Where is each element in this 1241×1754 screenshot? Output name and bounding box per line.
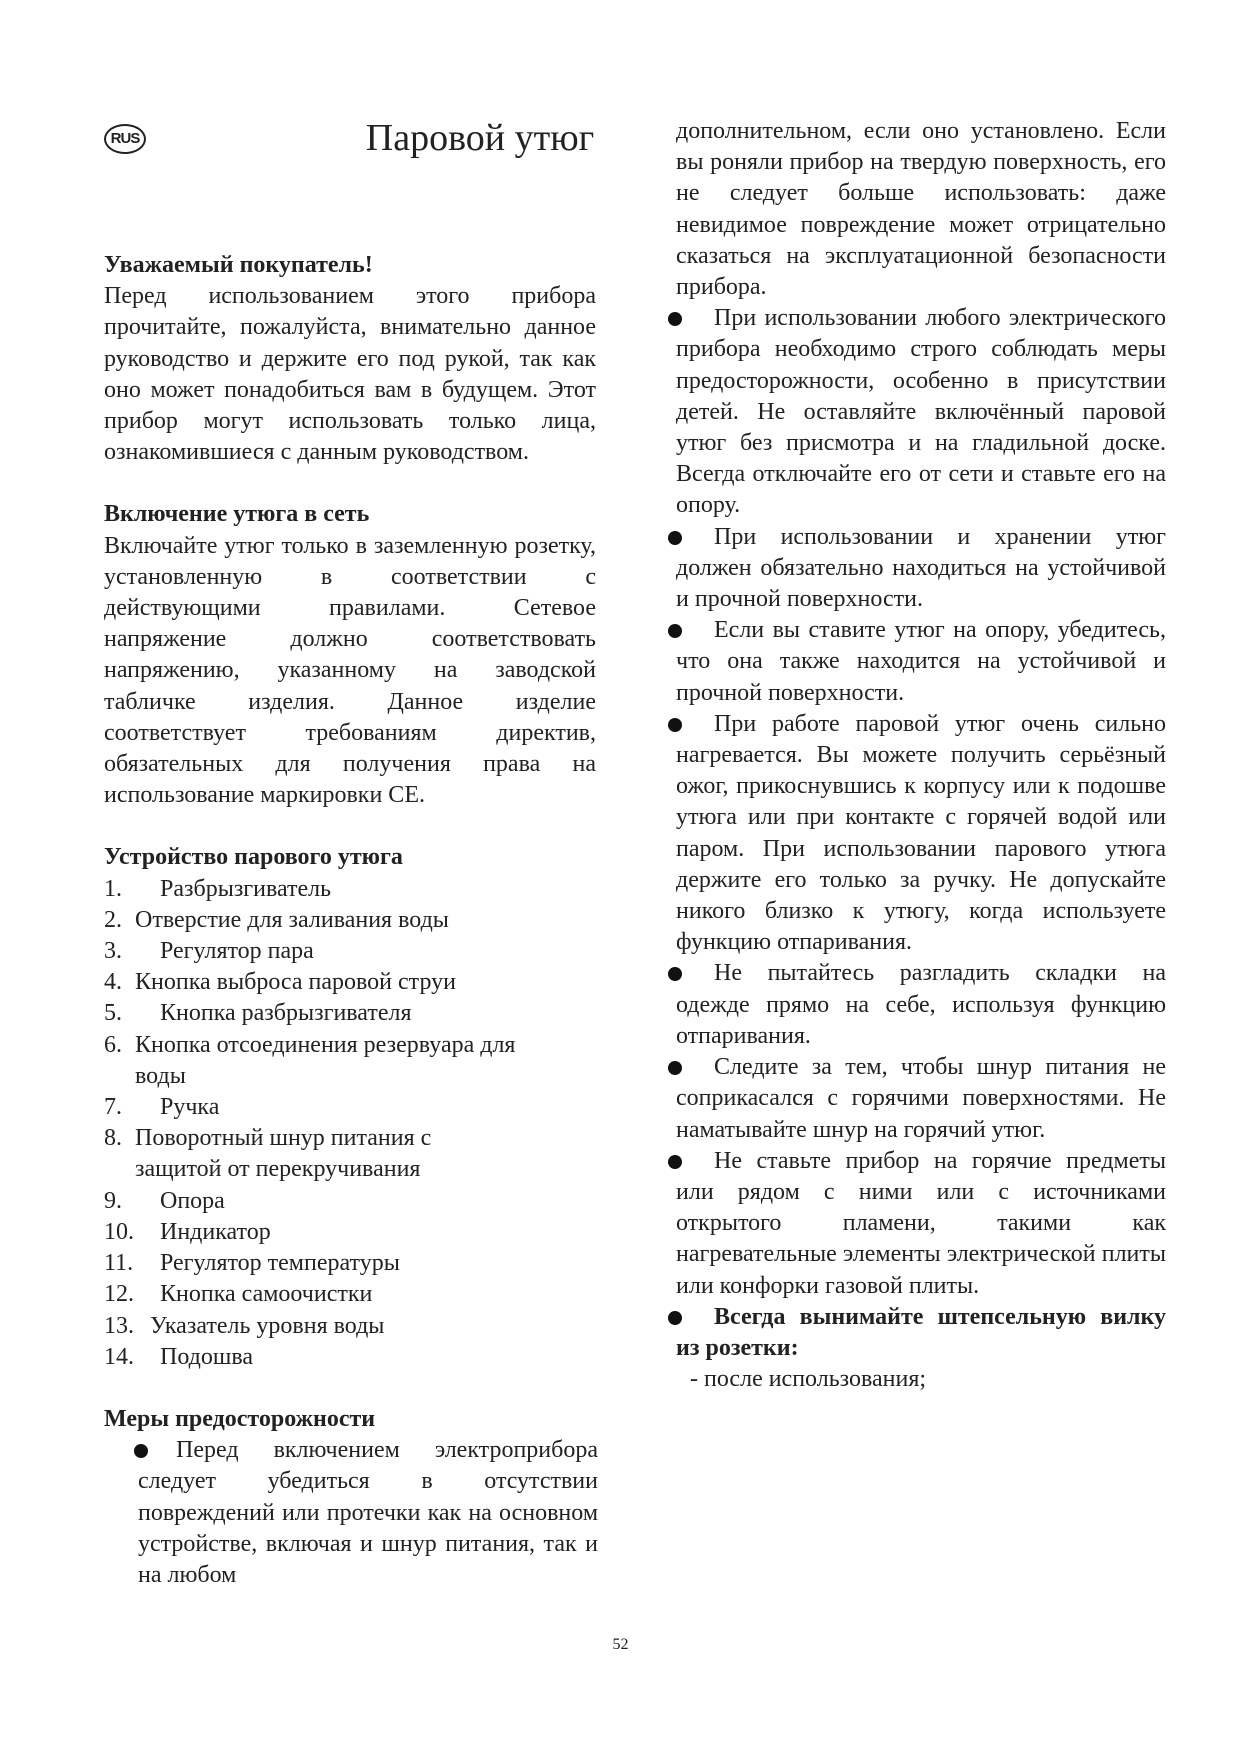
list-item-number: 5.: [104, 1000, 122, 1027]
safety-bullet: [676, 522, 1166, 616]
list-item-label: Кнопка разбрызгивателя: [160, 1000, 412, 1027]
left-column: [104, 250, 596, 1591]
list-item: [104, 1342, 596, 1373]
safety-bullet-unplug: [676, 1302, 1166, 1364]
list-item-number: 13.: [104, 1312, 134, 1339]
right-column: [676, 116, 1166, 1395]
list-item-label: Поворотный шнур питания с защитой от перекручивания: [135, 1125, 432, 1183]
list-item-number: 12.: [104, 1281, 134, 1308]
list-item-label: Разбрызгиватель: [160, 875, 332, 902]
plug-text: Включайте утюг только в заземленную розетку, установленную в соответствии с действующими правилами. Сетевое напряжение должно соответствовать напряжению, указанному на заводской табличке изделия. Данное изделие соответствует требованиям директив, обязательных для получения права на использование маркировки CE.: [104, 532, 596, 809]
list-item-label: Ручка: [160, 1094, 220, 1121]
list-item-label: Указатель уровня воды: [150, 1312, 385, 1339]
list-item: [104, 998, 596, 1029]
list-item: [104, 905, 596, 936]
page-title: Паровой утюг: [365, 117, 595, 159]
list-item-label: Регулятор температуры: [160, 1250, 400, 1277]
greeting-heading: Уважаемый покупатель!: [104, 252, 373, 278]
list-item-label: Регулятор пара: [160, 938, 314, 965]
bullet-text: При использовании и хранении утюг должен обязательно находиться на устойчивой и прочной поверхности.: [676, 523, 1166, 613]
safety-bullet: [676, 615, 1166, 709]
language-badge: RUS: [104, 124, 146, 154]
list-item-number: 11.: [104, 1250, 134, 1277]
bullet-icon: [668, 1061, 682, 1075]
list-item-number: 6.: [104, 1031, 122, 1058]
list-item-number: 9.: [104, 1187, 122, 1214]
list-item-label: Опора: [160, 1187, 225, 1214]
list-item-label: Кнопка выброса паровой струи: [135, 969, 456, 996]
bullet-icon: [668, 718, 682, 732]
safety-bullet: [676, 1052, 1166, 1146]
list-item: [104, 1030, 596, 1092]
list-item-number: 2.: [104, 906, 122, 933]
parts-list: [104, 874, 596, 1373]
safety-bullet: [676, 1146, 1166, 1302]
bullet-text: Не ставьте прибор на горячие предметы или рядом с ними или с источниками открытого пламени, такими как нагревательные элементы электрической плиты или конфорки газовой плиты.: [676, 1147, 1166, 1299]
safety-bullet: [138, 1435, 598, 1591]
bullet-text: Перед включением электроприбора следует убедиться в отсутствии повреждений или протечки как на основном устройстве, включая и шнур питания, так и на любом: [138, 1437, 598, 1588]
bullet-text: Всегда вынимайте штепсельную вилку из розетки:: [676, 1303, 1166, 1361]
list-item-number: 4.: [104, 969, 122, 996]
safety-bullet: [676, 958, 1166, 1052]
safety-bullet: [676, 709, 1166, 959]
bullet-icon: [668, 531, 682, 545]
bullet-text: При работе паровой утюг очень сильно нагревается. Вы можете получить серьёзный ожог, прикоснувшись к корпусу или к подошве утюга или при контакте с горячей водой или паром. При использовании парового утюга держите его только за ручку. Не допускайте никого близко к утюгу, когда используете функцию отпаривания.: [676, 710, 1166, 956]
list-item-number: 14.: [104, 1343, 134, 1370]
list-item-label: Кнопка самоочистки: [160, 1281, 373, 1308]
list-item: [104, 936, 596, 967]
safety-bullet: [676, 303, 1166, 521]
bullet-icon: [134, 1444, 148, 1458]
list-item-label: Отверстие для заливания воды: [135, 906, 449, 933]
list-item-number: 10.: [104, 1218, 134, 1245]
list-item: [104, 1279, 596, 1310]
list-item: [104, 874, 596, 905]
list-item: [104, 1311, 596, 1342]
list-item-number: 8.: [104, 1125, 122, 1152]
list-item-number: 7.: [104, 1094, 122, 1121]
bullet-icon: [668, 967, 682, 981]
list-item: [104, 1092, 596, 1123]
list-item-label: Подошва: [160, 1343, 253, 1370]
list-item: [104, 1123, 596, 1185]
list-item-label: Индикатор: [160, 1218, 271, 1245]
page-number: 52: [612, 1636, 629, 1653]
list-item: [104, 1248, 596, 1279]
list-item-number: 1.: [104, 875, 122, 902]
list-item-label: Кнопка отсоединения резервуара для воды: [135, 1031, 516, 1089]
safety-heading: Меры предосторожности: [104, 1405, 376, 1432]
bullet-icon: [668, 1155, 682, 1169]
bullet-text: Не пытайтесь разгладить складки на одежде прямо на себе, используя функцию отпаривания.: [676, 960, 1166, 1049]
bullet-text: При использовании любого электрического прибора необходимо строго соблюдать меры предосторожности, особенно в присутствии детей. Не оставляйте включённый паровой утюг без присмотра и на гладильной доске. Всегда отключайте его от сети и ставьте его на опору.: [676, 305, 1166, 519]
greeting-text: Перед использованием этого прибора прочитайте, пожалуйста, внимательно данное руководство и держите его под рукой, так как оно может понадобиться вам в будущем. Этот прибор могут использовать только лица, ознакомившиеся с данным руководством.: [104, 283, 596, 466]
parts-heading: Устройство парового утюга: [104, 844, 403, 871]
bullet-text: Следите за тем, чтобы шнур питания не соприкасался с горячими поверхностями. Не наматывайте шнур на горячий утюг.: [676, 1054, 1166, 1143]
bullet-icon: [668, 624, 682, 638]
list-item: [104, 1186, 596, 1217]
bullet-icon: [668, 1311, 682, 1325]
list-item-number: 3.: [104, 938, 122, 965]
plug-heading: Включение утюга в сеть: [104, 501, 370, 528]
sub-item: - после использования;: [690, 1366, 927, 1393]
bullet-icon: [668, 312, 682, 326]
list-item: [104, 967, 596, 998]
list-item: [104, 1217, 596, 1248]
continued-text: дополнительном, если оно установлено. Если вы роняли прибор на твердую поверхность, его не следует больше использовать: даже невидимое повреждение может отрицательно сказаться на эксплуатационной безопасности прибора.: [676, 118, 1166, 301]
bullet-text: Если вы ставите утюг на опору, убедитесь, что она также находится на устойчивой и прочной поверхности.: [676, 617, 1166, 706]
